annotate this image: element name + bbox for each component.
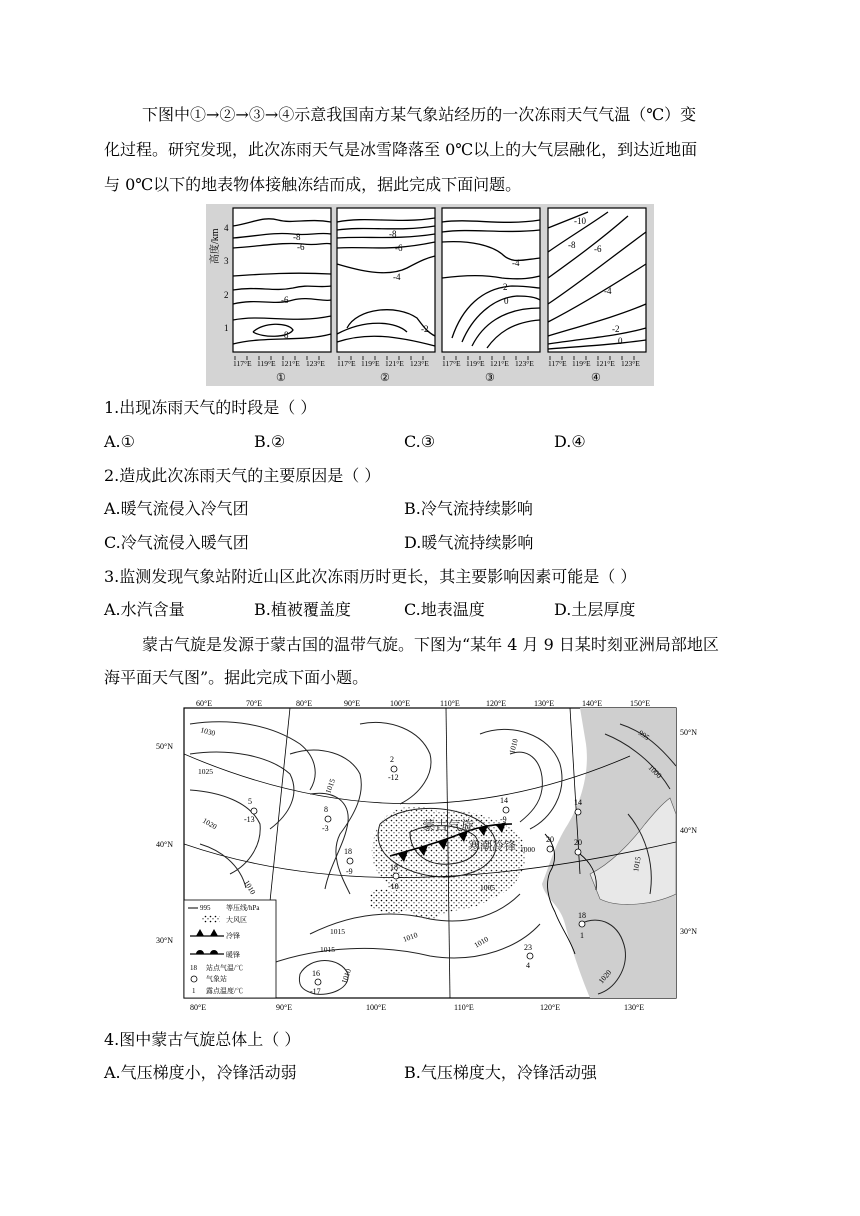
ytick: 3 bbox=[224, 256, 229, 266]
isobar-value: 1015 bbox=[631, 856, 643, 873]
legend-station-sample: 18 bbox=[190, 964, 197, 972]
legend-temp: 站点气温/℃ bbox=[206, 964, 243, 972]
lat-right: 50°N bbox=[680, 728, 697, 737]
station-dew: -13 bbox=[244, 815, 255, 824]
q2-stem: 2.造成此次冻雨天气的主要原因是（ ） bbox=[104, 466, 381, 485]
q1-option-c[interactable]: C.③ bbox=[404, 432, 436, 451]
station-temp: 18 bbox=[344, 847, 352, 856]
xtick: 117°E bbox=[233, 359, 252, 368]
xtick: 117°E bbox=[548, 359, 567, 368]
station-temp: 14 bbox=[574, 798, 582, 807]
isobar-value: 1005 bbox=[480, 883, 495, 892]
station-temp: 8 bbox=[324, 805, 328, 814]
contour-label: -6 bbox=[594, 244, 602, 254]
intro2-line1: 蒙古气旋是发源于蒙古国的温带气旋。下图为“某年 4 月 9 日某时刻亚洲局部地区 bbox=[142, 635, 719, 654]
figure-temperature-profiles bbox=[206, 204, 654, 386]
lon-top: 70°E bbox=[246, 699, 263, 708]
q2-option-b[interactable]: B.冷气流持续影响 bbox=[404, 499, 533, 518]
contour-label: -4 bbox=[393, 272, 401, 282]
q3-option-a[interactable]: A.水汽含量 bbox=[104, 600, 185, 619]
fig1-ylabel: 高度/km bbox=[210, 228, 221, 264]
ytick: 4 bbox=[224, 223, 229, 233]
map-legend bbox=[184, 900, 276, 998]
lon-top: 60°E bbox=[196, 699, 213, 708]
isobar-value: 1015 bbox=[320, 945, 335, 954]
q3-stem: 3.监测发现气象站附近山区此次冻雨历时更长，其主要影响因素可能是（ ） bbox=[104, 567, 637, 586]
panel-label: ① bbox=[276, 372, 286, 384]
q1-option-a[interactable]: A.① bbox=[104, 432, 135, 451]
station-dew: 4 bbox=[526, 961, 530, 970]
xtick: 121°E bbox=[281, 359, 300, 368]
lon-bottom: 130°E bbox=[624, 1003, 645, 1012]
isobar-value: 1010 bbox=[401, 930, 419, 944]
station-temp: 18 bbox=[578, 911, 586, 920]
lon-bottom: 100°E bbox=[366, 1003, 387, 1012]
isobar-value: 1000 bbox=[646, 763, 664, 781]
lat-left: 30°N bbox=[156, 936, 173, 945]
contour-label: -8 bbox=[389, 229, 397, 239]
station-temp: 18 bbox=[390, 863, 398, 872]
xtick: 123°E bbox=[410, 359, 429, 368]
xtick: 119°E bbox=[572, 359, 591, 368]
xtick: 121°E bbox=[490, 359, 509, 368]
xtick: 119°E bbox=[361, 359, 380, 368]
contour-label: -2 bbox=[421, 324, 429, 334]
contour-label: -6 bbox=[395, 243, 403, 253]
q1-option-d[interactable]: D.④ bbox=[554, 432, 586, 451]
lon-top: 150°E bbox=[630, 699, 651, 708]
cyclone-label: 蒙古气旋 bbox=[422, 818, 475, 833]
lon-top: 90°E bbox=[344, 699, 361, 708]
xtick: 121°E bbox=[385, 359, 404, 368]
lon-top: 110°E bbox=[440, 699, 460, 708]
panel-label: ② bbox=[380, 372, 390, 384]
lat-left: 40°N bbox=[156, 840, 173, 849]
xtick: 123°E bbox=[621, 359, 640, 368]
lon-top: 140°E bbox=[582, 699, 603, 708]
q2-option-d[interactable]: D.暖气流持续影响 bbox=[404, 533, 534, 552]
intro1-line1: 下图中①→②→③→④示意我国南方某气象站经历的一次冻雨天气气温（℃）变 bbox=[142, 105, 697, 124]
xtick: 123°E bbox=[306, 359, 325, 368]
legend-cold-front: 冷锋 bbox=[226, 932, 240, 940]
legend-isobar: 等压线/hPa bbox=[226, 904, 260, 912]
legend-dew: 露点温度/℃ bbox=[206, 987, 243, 995]
xtick: 117°E bbox=[442, 359, 461, 368]
station-temp: 20 bbox=[574, 838, 582, 847]
station-dew: -10 bbox=[388, 882, 399, 891]
q1-option-b[interactable]: B.② bbox=[254, 432, 286, 451]
isobar-value: 1010 bbox=[472, 934, 490, 950]
lat-right: 30°N bbox=[680, 927, 697, 936]
legend-gale: 大风区 bbox=[226, 916, 247, 924]
intro2-line2: 海平面天气图”。据此完成下面小题。 bbox=[104, 668, 369, 687]
station-dew: -12 bbox=[388, 773, 399, 782]
legend-warm-front: 暖锋 bbox=[226, 951, 240, 959]
panel-2 bbox=[337, 208, 435, 360]
panel-label: ③ bbox=[485, 372, 495, 384]
isobar-value: 995 bbox=[636, 728, 652, 743]
intro1-line3: 与 0℃以下的地表物体接触冻结而成，据此完成下面问题。 bbox=[104, 175, 522, 194]
contour-label: -4 bbox=[512, 258, 520, 268]
contour-label: -8 bbox=[281, 330, 289, 340]
isobar-value: 1020 bbox=[596, 968, 614, 986]
station-dew: -3 bbox=[322, 824, 329, 833]
contour-label: -6 bbox=[281, 295, 289, 305]
q4-stem: 4.图中蒙古气旋总体上（ ） bbox=[104, 1030, 301, 1049]
q2-option-c[interactable]: C.冷气流侵入暖气团 bbox=[104, 533, 249, 552]
lon-bottom: 110°E bbox=[454, 1003, 474, 1012]
contour-label: 0 bbox=[618, 336, 623, 346]
cold-wave-label: 寒潮冷锋 bbox=[468, 839, 517, 853]
panel-1 bbox=[233, 208, 331, 360]
legend-isobar-sample: 995 bbox=[200, 904, 211, 912]
isobar-value: 1025 bbox=[198, 767, 213, 776]
q3-option-c[interactable]: C.地表温度 bbox=[404, 600, 485, 619]
lon-top: 120°E bbox=[486, 699, 507, 708]
ytick: 2 bbox=[224, 290, 229, 300]
station-temp: 16 bbox=[312, 969, 320, 978]
contour-label: -8 bbox=[568, 240, 576, 250]
legend-dew-sample: 1 bbox=[192, 987, 196, 995]
q2-option-a[interactable]: A.暖气流侵入冷气团 bbox=[104, 499, 249, 518]
contour-label: 0 bbox=[504, 296, 509, 306]
lon-top: 100°E bbox=[390, 699, 411, 708]
isobar-value: 1015 bbox=[330, 927, 345, 936]
panel-label: ④ bbox=[591, 372, 601, 384]
lat-right: 40°N bbox=[680, 826, 697, 835]
isobar-value: 1030 bbox=[199, 725, 217, 738]
ytick: 1 bbox=[224, 323, 229, 333]
xtick: 119°E bbox=[466, 359, 485, 368]
panel-4 bbox=[548, 208, 646, 360]
isobar-value: 1015 bbox=[323, 777, 338, 795]
isobar-value: 1010 bbox=[339, 967, 354, 985]
panel-3 bbox=[442, 208, 540, 360]
q1-stem: 1.出现冻雨天气的时段是（ ） bbox=[104, 398, 317, 417]
station-temp: 20 bbox=[546, 835, 554, 844]
contour-label: -4 bbox=[604, 286, 612, 296]
xtick: 121°E bbox=[596, 359, 615, 368]
contour-label: -2 bbox=[612, 324, 620, 334]
station-dew: 1 bbox=[580, 931, 584, 940]
contour-label: -8 bbox=[293, 232, 301, 242]
q3-option-b[interactable]: B.植被覆盖度 bbox=[254, 600, 351, 619]
contour-label: -2 bbox=[500, 282, 508, 292]
q4-option-a[interactable]: A.气压梯度小，冷锋活动弱 bbox=[104, 1063, 297, 1082]
station-temp: 23 bbox=[524, 943, 532, 952]
station-temp: 2 bbox=[390, 755, 394, 764]
station-temp: 5 bbox=[248, 797, 252, 806]
legend-station: 气象站 bbox=[206, 975, 227, 983]
xtick: 117°E bbox=[337, 359, 356, 368]
lon-bottom: 120°E bbox=[540, 1003, 561, 1012]
lat-left: 50°N bbox=[156, 742, 173, 751]
station-dew: -17 bbox=[310, 987, 321, 996]
station-dew: -9 bbox=[346, 867, 353, 876]
contour-label: -10 bbox=[574, 216, 586, 226]
q3-option-d[interactable]: D.土层厚度 bbox=[554, 600, 636, 619]
intro1-line2: 化过程。研究发现，此次冻雨天气是冰雪降落至 0℃以上的大气层融化，到达近地面 bbox=[104, 140, 698, 159]
lon-top: 130°E bbox=[534, 699, 555, 708]
lon-top: 80°E bbox=[296, 699, 313, 708]
isobar-value: 1000 bbox=[520, 845, 535, 854]
figure-weather-map bbox=[150, 694, 710, 1014]
contour-label: -6 bbox=[297, 242, 305, 252]
xtick: 123°E bbox=[515, 359, 534, 368]
xtick: 119°E bbox=[257, 359, 276, 368]
lon-bottom: 90°E bbox=[276, 1003, 293, 1012]
lon-bottom: 80°E bbox=[190, 1003, 207, 1012]
station-dew: -9 bbox=[500, 815, 507, 824]
isobar-value: 1010 bbox=[507, 737, 520, 755]
station-temp: 14 bbox=[500, 796, 508, 805]
q4-option-b[interactable]: B.气压梯度大，冷锋活动强 bbox=[404, 1063, 597, 1082]
isobar-value: 1020 bbox=[201, 815, 219, 832]
isobar-value: 1010 bbox=[242, 878, 258, 896]
